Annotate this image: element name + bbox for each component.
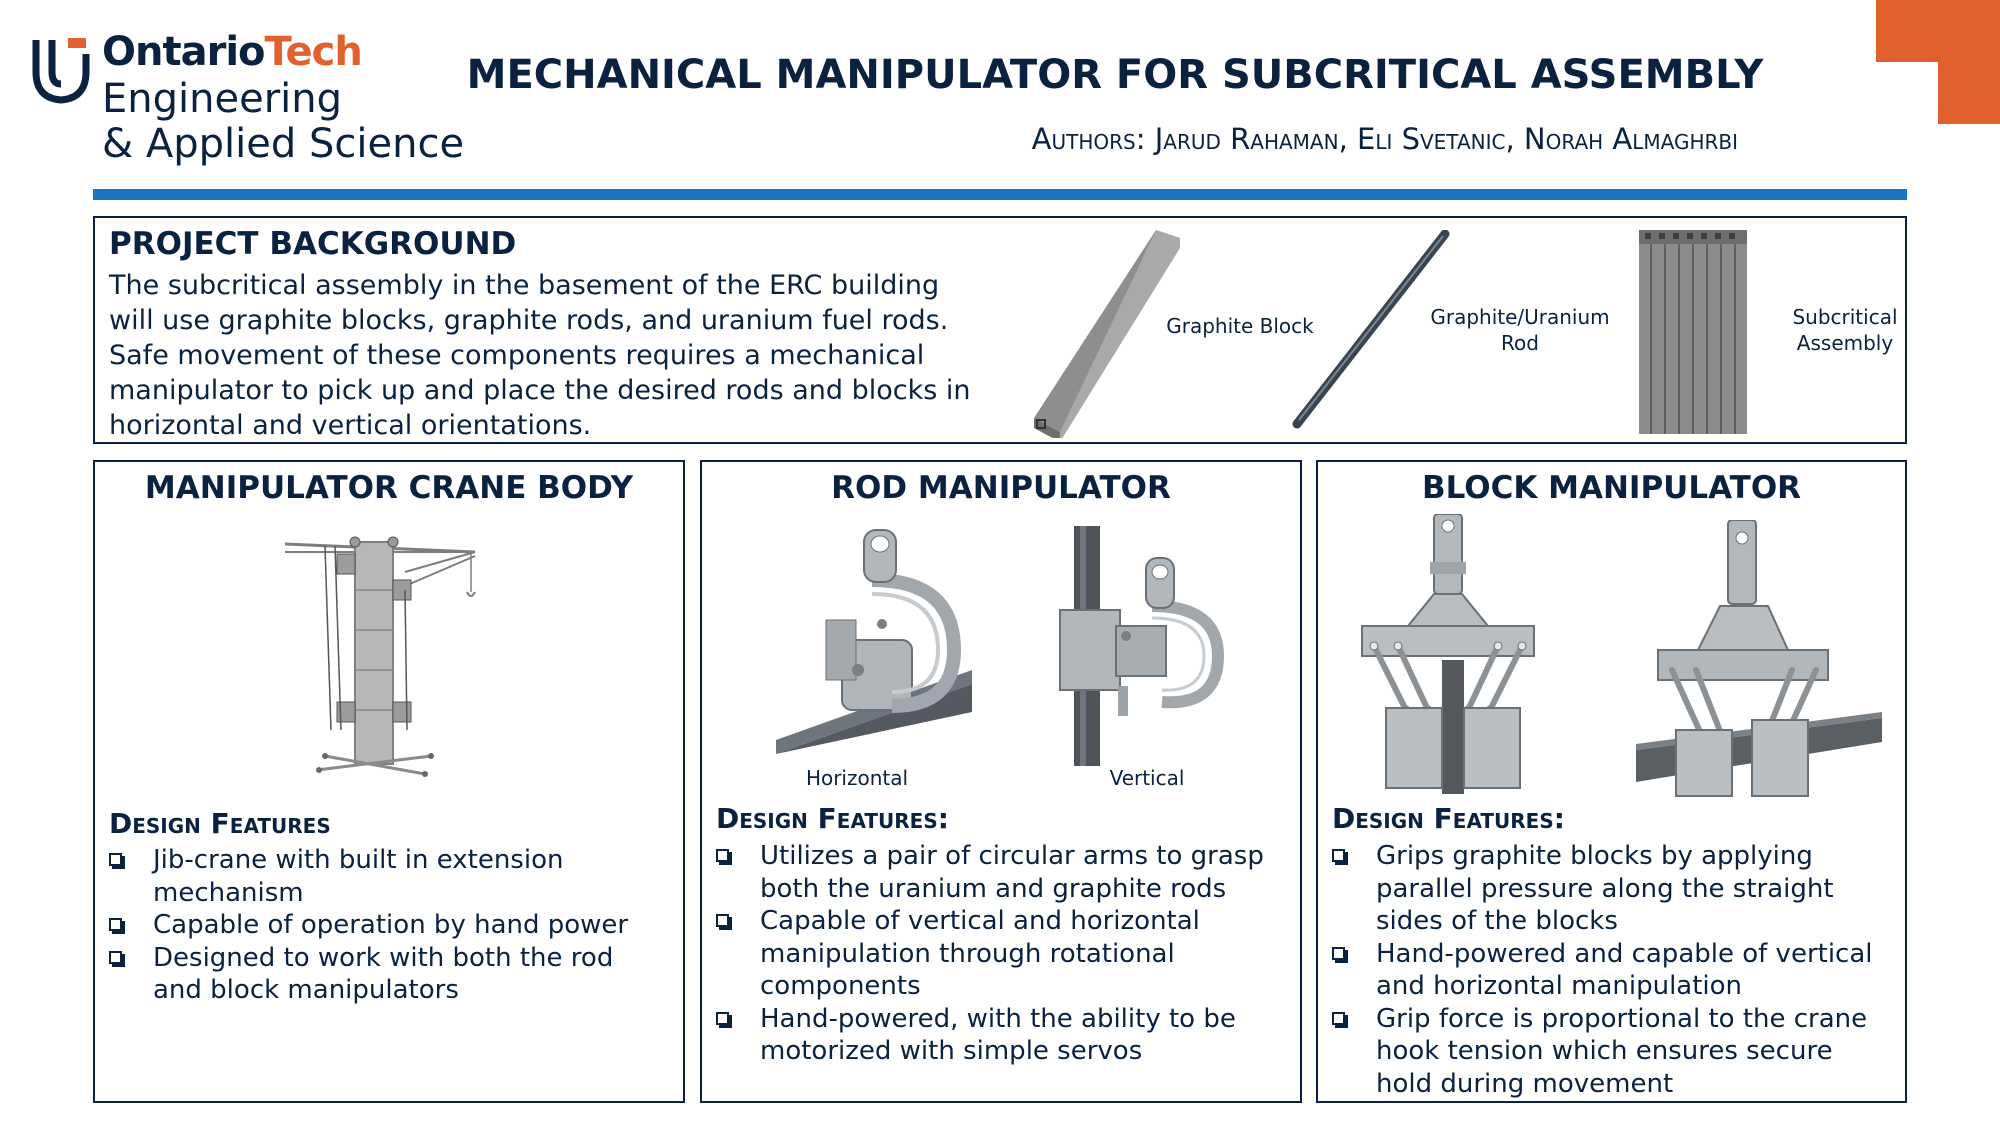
logo-brand-part2: Tech: [264, 29, 362, 75]
block-manipulator-front-image: [1358, 514, 1538, 794]
crane-feature-item: [105, 909, 665, 942]
crane-feature-text: Jib-crane with built in extension mechanism: [153, 845, 564, 908]
rod-feature-text: Capable of vertical and horizontal manipulation through rotational components: [760, 906, 1200, 1001]
corner-accent-notch: [1876, 62, 1938, 124]
rod-feature-text: Utilizes a pair of circular arms to grasp both the uranium and graphite rods: [760, 841, 1264, 904]
crane-body-panel: [93, 460, 685, 1103]
crane-feature-item: [105, 844, 665, 909]
block-feature-text: Hand-powered and capable of vertical and horizontal manipulation: [1376, 938, 1873, 1001]
rod-feature-item: [712, 1003, 1282, 1068]
crane-feature-text: Designed to work with both the rod and block manipulators: [153, 942, 614, 1005]
block-features-heading: Design Features:: [1332, 802, 1565, 835]
subcritical-assembly-caption: Subcritical Assembly: [1792, 305, 1898, 355]
rod-manipulator-vertical-image: [1052, 526, 1232, 766]
crane-features-list: [105, 844, 665, 1007]
checkbox-bullet-icon: [716, 849, 729, 862]
checkbox-bullet-icon: [109, 951, 122, 964]
block-feature-text: Grip force is proportional to the crane hook tension which ensures secure hold during movement: [1376, 1003, 1868, 1099]
checkbox-bullet-icon: [1332, 849, 1345, 862]
checkbox-bullet-icon: [1332, 1012, 1345, 1025]
rod-manipulator-heading: ROD MANIPULATOR: [831, 470, 1171, 506]
block-manipulator-panel: [1316, 460, 1907, 1103]
rod-feature-text: Hand-powered, with the ability to be motorized with simple servos: [760, 1003, 1236, 1066]
rod-feature-item: [712, 905, 1282, 1003]
project-background-panel: [93, 216, 1907, 444]
project-background-text: The subcritical assembly in the basement of the ERC building will use graphite blocks, graphite rods, and uranium fuel rods. Safe movement of these components requires a mechanical manipulator to pick up and place the desired rods and blocks in horizontal and vertical orientations.: [109, 270, 971, 441]
block-manipulator-horizontal-image: [1636, 520, 1886, 800]
crane-feature-text: Capable of operation by hand power: [153, 910, 629, 940]
block-feature-item: [1328, 938, 1893, 1003]
crane-body-heading: MANIPULATOR CRANE BODY: [144, 470, 634, 506]
logo-brand-part1: Ontario: [102, 29, 265, 75]
university-logo-icon: [30, 34, 92, 106]
rod-horizontal-caption: Horizontal: [805, 766, 909, 790]
checkbox-bullet-icon: [1332, 947, 1345, 960]
header-divider: [93, 189, 1907, 200]
crane-body-image: [285, 530, 485, 780]
rod-manipulator-panel: [700, 460, 1302, 1103]
authors-line: Authors: Jarud Rahaman, Eli Svetanic, Norah Almaghrbi: [1031, 122, 1738, 156]
block-manipulator-heading: BLOCK MANIPULATOR: [1421, 470, 1802, 506]
rod-vertical-caption: Vertical: [1109, 766, 1185, 790]
block-features-list: [1328, 840, 1893, 1100]
subcritical-assembly-image: [1635, 230, 1755, 442]
graphite-uranium-rod-caption: Graphite/Uranium Rod: [1430, 305, 1610, 355]
rod-feature-item: [712, 840, 1282, 905]
block-feature-item: [1328, 840, 1893, 938]
block-feature-item: [1328, 1003, 1893, 1101]
checkbox-bullet-icon: [716, 1012, 729, 1025]
rod-features-heading: Design Features:: [716, 802, 949, 835]
crane-feature-item: [105, 942, 665, 1007]
logo-brand-name: [102, 28, 362, 76]
crane-features-heading: Design Features: [109, 807, 331, 840]
rod-manipulator-horizontal-image: [772, 520, 972, 758]
rod-features-list: [712, 840, 1282, 1068]
checkbox-bullet-icon: [716, 914, 729, 927]
project-background-heading: PROJECT BACKGROUND: [109, 226, 517, 262]
logo-line-engineering: Engineering: [102, 76, 342, 122]
poster-title: MECHANICAL MANIPULATOR FOR SUBCRITICAL ASSEMBLY: [466, 52, 1764, 98]
checkbox-bullet-icon: [109, 918, 122, 931]
checkbox-bullet-icon: [109, 853, 122, 866]
logo-line-applied-science: & Applied Science: [102, 121, 465, 167]
graphite-block-caption: Graphite Block: [1166, 314, 1314, 338]
block-feature-text: Grips graphite blocks by applying parallel pressure along the straight sides of the blocks: [1376, 841, 1834, 936]
